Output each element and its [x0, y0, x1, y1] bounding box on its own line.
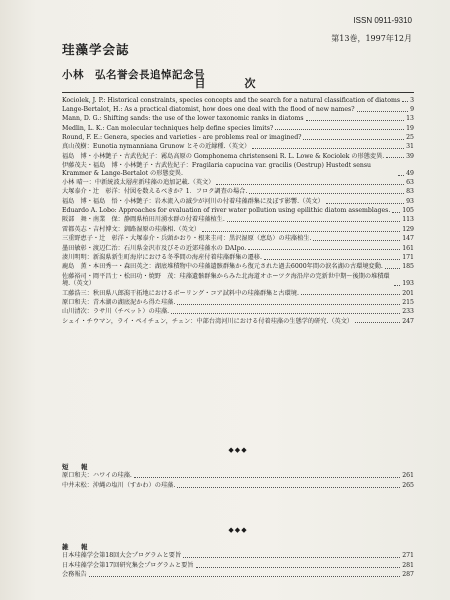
toc-entry-text: 伊藤茂夫・福島 博・小林艶子・古武佐紀子：Fragilaria capucina var. gracilis (Oestrup) Hustedt sensu Krammer & Lange-Bertalot の形態変異.: [62, 162, 372, 177]
short-reports-list: [62, 472, 414, 489]
dot-leader: [134, 477, 400, 478]
dot-leader: [177, 304, 400, 305]
dot-leader: [249, 193, 404, 194]
toc-entry-text: 佐藤裕司・岡平昌士・松田功・焼野 茂：珪藻遺骸群集からみた北海道オホーツク海沿岸の完新世中期〜後期の堆積環境.（英文）: [62, 272, 390, 288]
toc-entry: [62, 162, 414, 178]
toc-entry-page: 287: [402, 571, 414, 579]
toc-entry-page: 31: [406, 143, 414, 151]
dot-leader: [313, 240, 400, 241]
toc-entry-page: 129: [402, 225, 414, 233]
toc-entry-text: 会務報告: [62, 571, 87, 579]
dot-leader: [306, 120, 405, 121]
toc-entry-text: 日本珪藻学会第17回研究集会プログラムと要旨: [62, 561, 194, 569]
misc-section: [62, 520, 414, 579]
toc-entry-page: 105: [402, 207, 414, 215]
toc-title: 目 次: [194, 77, 270, 90]
dot-leader: [326, 203, 404, 204]
toc-entry-text: Round, F. E.: Genera, species and varieties - are problems real or imagined?: [62, 133, 302, 141]
dot-leader: [252, 148, 404, 149]
toc-entry-text: 原口和夫：ハワイの珪藻.: [62, 472, 132, 480]
toc-entry-page: 49: [406, 169, 414, 177]
toc-entry-page: 13: [406, 115, 414, 123]
section-divider: ◆◆◆: [228, 446, 248, 454]
toc-entry: [62, 207, 414, 215]
toc-entry: [62, 153, 414, 161]
toc-entry: [62, 188, 414, 196]
toc-entry: [62, 308, 414, 316]
toc-entry: [62, 273, 414, 289]
toc-entry: [62, 97, 414, 105]
dot-leader: [264, 259, 400, 260]
dot-leader: [177, 487, 400, 488]
toc-entry: [62, 318, 414, 326]
toc-entry: [62, 263, 414, 271]
toc-entry-text: 湊川明明：新潟県新生町海岸における冬季間の海産付着珪藻群集の遷移.: [62, 253, 262, 261]
toc-entry: [62, 125, 414, 133]
toc-entry-text: 墨田敏彰・渡辺仁治：石川県金沢市及びその近郊珪藻水の DAIpo.: [62, 244, 247, 252]
dot-leader: [202, 231, 400, 232]
dot-leader: [386, 157, 404, 158]
toc-entry: [62, 472, 414, 480]
short-reports-heading: 短 報: [62, 462, 91, 471]
misc-heading: 雑 報: [62, 542, 91, 551]
toc-entry-page: 185: [402, 263, 414, 271]
toc-entry-text: Lange-Bertalot, H.: As a practical diatomist, how does one deal with the flood of new names?: [62, 105, 355, 113]
toc-entry-page: 247: [402, 317, 414, 325]
toc-entry-text: 山川清次：ラサ川（チベット）の珪藻.: [62, 308, 170, 316]
toc-entry-page: 261: [402, 472, 414, 480]
toc-entry: [62, 290, 414, 298]
dot-leader: [196, 567, 401, 568]
toc-entry: [62, 254, 414, 262]
header-right: [331, 16, 412, 44]
toc-entry-page: 93: [406, 197, 414, 205]
toc-entry: [62, 106, 414, 114]
toc-entry-text: Mann, D. G.: Shifting sands: the use of the lower taxonomic ranks in diatoms: [62, 115, 304, 123]
toc-entry-text: 大塚泰介・辻 彰洋：付図を数えるべきか？1．フロク調査の場合.: [62, 188, 248, 196]
toc-entry: [62, 245, 414, 253]
toc-entry-page: 25: [406, 133, 414, 141]
special-issue-title: 小林 弘名誉会長追悼記念号: [62, 69, 205, 81]
toc-entry-text: Medlin, L. K.: Can molecular techniques help define species limits?: [62, 124, 274, 132]
toc-entry-text: 中井末松：沖縄の塩川（すかわ）の珪藻.: [62, 481, 176, 489]
article-list: [62, 95, 414, 325]
dot-leader: [398, 175, 404, 176]
toc-entry-page: 63: [406, 179, 414, 187]
toc-entry: [62, 179, 414, 187]
toc-entry-page: 161: [402, 244, 414, 252]
toc-entry: [62, 299, 414, 307]
toc-entry-page: 215: [402, 298, 414, 306]
top-rule: [62, 92, 414, 93]
toc-entry-page: 9: [410, 105, 414, 113]
toc-entry: [62, 134, 414, 142]
toc-entry: [62, 143, 414, 151]
dot-leader: [355, 322, 400, 323]
toc-entry-text: 三重野恵子・辻 彰洋・大塚泰介・兵頭かおり・根来圭司：黒沢湿原（恵島）の珪藻植生.: [62, 235, 312, 243]
toc-entry-text: 原口和夫：青木湖の湖底泥から得た珪藻.: [62, 298, 176, 306]
toc-entry-text: 日本珪藻学会第18回大会プログラムと要旨: [62, 552, 182, 560]
dot-leader: [248, 249, 400, 250]
toc-entry-text: 福島 博・小林艶子・古武佐紀子：霧島高原の Gomphonema christenseni R. L. Lowe & Kociolek の形態変異.: [62, 152, 385, 160]
dot-leader: [394, 285, 400, 286]
toc-entry-text: Kociolek, J. P.: Historical constraints, species concepts and the search for a natural classification of diatoms: [62, 96, 401, 104]
dot-leader: [183, 557, 400, 558]
section-divider-2: ◆◆◆: [228, 526, 248, 534]
toc-entry-text: 小林 晴一：中新統波太層産新珪藻の追加記載.（英文）: [62, 179, 215, 187]
toc-entry-page: 265: [402, 481, 414, 489]
toc-entry-page: 201: [402, 289, 414, 297]
toc-entry: [62, 198, 414, 206]
dot-leader: [392, 212, 400, 213]
volume-info: 第13巻，1997年12月: [331, 34, 412, 43]
toc-entry: [62, 562, 414, 570]
toc-entry-page: 281: [402, 561, 414, 569]
toc-entry-text: Eduardo A. Lobo: Approaches for evaluation of river water pollution using epilithic diatom assemblages.: [62, 207, 391, 215]
toc-entry-page: 193: [402, 280, 414, 288]
dot-leader: [171, 313, 400, 314]
toc-entry: [62, 552, 414, 560]
toc-entry-page: 19: [406, 124, 414, 132]
toc-entry: [62, 115, 414, 123]
misc-list: [62, 552, 414, 578]
toc-entry-page: 83: [406, 188, 414, 196]
dot-leader: [402, 101, 408, 102]
toc-entry-page: 39: [406, 152, 414, 160]
dot-leader: [385, 268, 400, 269]
dot-leader: [216, 184, 404, 185]
dot-leader: [227, 221, 400, 222]
issn: ISSN 0911-9310: [353, 16, 412, 25]
toc-entry: [62, 571, 414, 579]
toc-entry-text: 福島 博・福島 悟・小林艶子：岩木流入の滅少が河川の付着珪藻群集に及ぼす影響.（英文）: [62, 197, 324, 205]
toc-entry-page: 113: [402, 216, 414, 224]
dot-leader: [275, 129, 404, 130]
toc-entry: [62, 482, 414, 490]
dot-leader: [89, 576, 400, 577]
short-reports-section: [62, 440, 414, 490]
toc-entry-text: 鹿島 薫・本田秀一・森田英之：湖底堆積物中の珪藻遺骸群集から復元された過去6000年間の涙名湖の古環境変動.: [62, 263, 383, 271]
dot-leader: [301, 294, 400, 295]
dot-leader: [303, 139, 404, 140]
toc-entry-text: 雷都英志・吉村博文：釧路湿原の珪藻相.（英文）: [62, 225, 201, 233]
toc-entry-text: 阪部 舞・南業 保：静岡県柏田川湧水群の付着珪藻植生.: [62, 216, 225, 224]
toc-entry-text: 工藤浩三：秋田県八郎潟干拓地におけるボーリング・コア試料中の珪藻群集と古環境.: [62, 289, 299, 297]
toc-entry: [62, 235, 414, 243]
toc-entry-text: シュイ・チウマン，ライ・ペイチュン，チェン：中部台湾河川における付着珪藻の生態学的研究.（英文）: [62, 317, 354, 325]
toc-entry: [62, 226, 414, 234]
journal-title: 珪藻学会誌: [62, 42, 130, 57]
dot-leader: [357, 111, 409, 112]
toc-entry: [62, 216, 414, 224]
toc-entry-page: 171: [402, 253, 414, 261]
toc-entry-page: 271: [402, 552, 414, 560]
toc-entry-text: 真山茂樹：Eunotia nymanniana Grunow とその近縁種.（英文）: [62, 143, 251, 151]
toc-entry-page: 147: [402, 235, 414, 243]
toc-entry-page: 233: [402, 308, 414, 316]
toc-entry-page: 3: [410, 96, 414, 104]
